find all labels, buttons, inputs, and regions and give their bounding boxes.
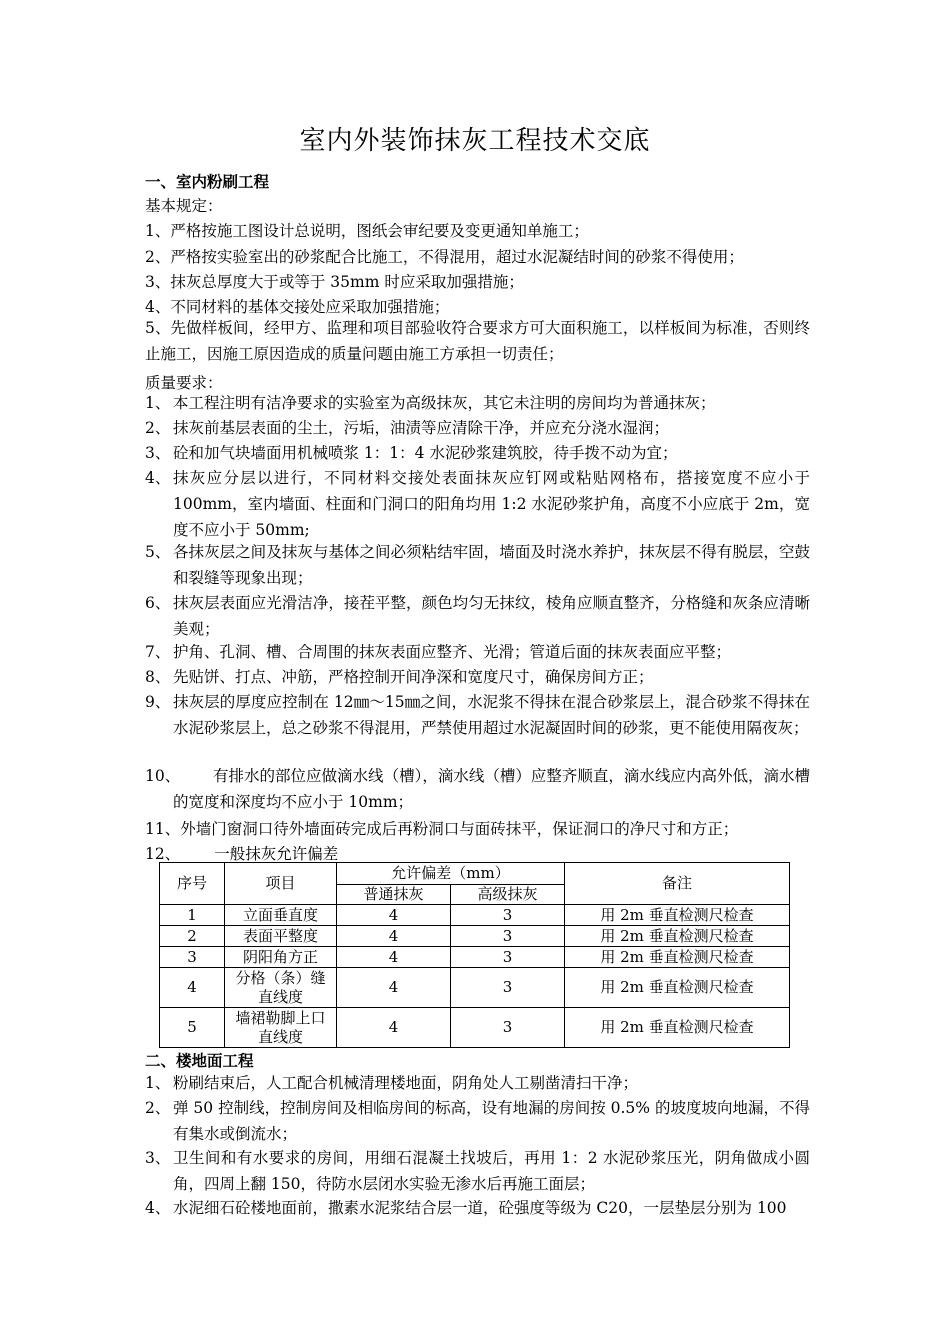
cell-item: 立面垂直度	[225, 905, 337, 926]
quality-item-number: 12、	[145, 845, 181, 863]
header-item: 项目	[225, 863, 337, 905]
floor-item-number: 4、	[145, 1199, 171, 1217]
quality-item-text: 抹灰层的厚度应控制在 12㎜～15㎜之间，水泥浆不得抹在混合砂浆层上，混合砂浆不得抹在水泥砂浆层上，总之砂浆不得混用，严禁使用超过水泥凝固时间的砂浆，更不能使用隔夜灰；	[173, 693, 810, 737]
quality-item-number: 9、	[145, 693, 171, 711]
floor-item-number: 1、	[145, 1074, 171, 1092]
cell-note: 用 2m 垂直检测尺检查	[565, 905, 790, 926]
floor-item-text: 卫生间和有水要求的房间，用细石混凝土找坡后，再用 1：2 水泥砂浆压光，阴角做成小圆角，四周上翻 150，待防水层闭水实验无渗水后再施工面层；	[173, 1149, 810, 1193]
quality-item-number: 5、	[145, 543, 171, 561]
table-row	[160, 905, 790, 926]
quality-item-number: 7、	[145, 643, 171, 661]
cell-no: 1	[160, 905, 225, 926]
quality-item	[145, 689, 810, 741]
header-no: 序号	[160, 863, 225, 905]
cell-normal: 4	[337, 1008, 451, 1048]
quality-item	[145, 639, 810, 665]
cell-high: 3	[451, 968, 565, 1008]
section1-heading: 一、室内粉刷工程	[145, 172, 270, 191]
quality-item-text: 护角、孔洞、槽、合周围的抹灰表面应整齐、光滑；管道后面的抹灰表面应平整；	[173, 643, 732, 661]
quality-item-number: 8、	[145, 668, 171, 686]
quality-item-text: 各抹灰层之间及抹灰与基体之间必须粘结牢固，墙面及时浇水养护，抹灰层不得有脱层，空鼓和裂缝等现象出现；	[173, 543, 810, 587]
table-row	[160, 947, 790, 968]
basic-rule-1: 1、严格按施工图设计总说明，图纸会审纪要及变更通知单施工；	[145, 222, 589, 240]
quality-item-text: 一般抹灰允许偏差	[214, 845, 339, 863]
quality-item	[145, 415, 810, 441]
quality-item-number: 2、	[145, 419, 171, 437]
floor-item-text: 粉刷结束后，人工配合机械清理楼地面，阴角处人工剔凿清扫干净；	[173, 1074, 639, 1092]
basic-rule-2: 2、严格按实验室出的砂浆配合比施工，不得混用，超过水泥凝结时间的砂浆不得使用；	[145, 248, 744, 266]
header-normal: 普通抹灰	[337, 885, 451, 905]
header-note: 备注	[565, 863, 790, 905]
cell-no: 3	[160, 947, 225, 968]
quality-item	[145, 590, 810, 642]
quality-item-number: 3、	[145, 444, 171, 462]
cell-high: 3	[451, 1008, 565, 1048]
document-title: 室内外装饰抹灰工程技术交底	[299, 126, 651, 156]
cell-item: 分格（条）缝直线度	[225, 968, 337, 1008]
cell-normal: 4	[337, 926, 451, 947]
floor-item	[145, 1145, 810, 1197]
quality-label: 质量要求：	[145, 374, 223, 392]
cell-note: 用 2m 垂直检测尺检查	[565, 968, 790, 1008]
floor-item	[145, 1070, 810, 1096]
floor-item	[145, 1095, 810, 1147]
basic-rule-3: 3、抹灰总厚度大于或等于 35mm 时应采取加强措施；	[145, 273, 524, 291]
quality-item-12	[145, 842, 338, 864]
quality-item-text: 本工程注明有洁净要求的实验室为高级抹灰，其它未注明的房间均为普通抹灰；	[173, 394, 716, 412]
table-row	[160, 926, 790, 947]
floor-item-number: 2、	[145, 1099, 171, 1117]
basic-rule-4: 4、不同材料的基体交接处应采取加强措施；	[145, 298, 450, 316]
cell-high: 3	[451, 947, 565, 968]
quality-item-text: 抹灰应分层以进行，不同材料交接处表面抹灰应钉网或粘贴网格布，搭接宽度不应小于 100mm，室内墙面、柱面和门洞口的阳角均用 1:2 水泥砂浆护角，高度不小应底于 2m，宽度不应小于 50mm;	[173, 469, 810, 539]
quality-item-number: 10、	[145, 767, 181, 785]
quality-item	[145, 390, 810, 416]
cell-note: 用 2m 垂直检测尺检查	[565, 947, 790, 968]
cell-item: 阴阳角方正	[225, 947, 337, 968]
cell-no: 4	[160, 968, 225, 1008]
cell-normal: 4	[337, 905, 451, 926]
floor-item-text: 水泥细石砼楼地面前，撒素水泥浆结合层一道，砼强度等级为 C20，一层垫层分别为 100	[173, 1199, 787, 1217]
floor-item-text: 弹 50 控制线，控制房间及相临房间的标高，设有地漏的房间按 0.5% 的坡度坡向地漏，不得有集水或倒流水；	[173, 1099, 810, 1143]
floor-item	[145, 1195, 810, 1221]
header-deviation: 允许偏差（mm）	[337, 863, 565, 885]
quality-item-number: 1、	[145, 394, 171, 412]
table-row	[160, 968, 790, 1008]
section2-heading: 二、楼地面工程	[145, 1051, 254, 1070]
cell-high: 3	[451, 926, 565, 947]
cell-note: 用 2m 垂直检测尺检查	[565, 926, 790, 947]
header-high: 高级抹灰	[451, 885, 565, 905]
cell-no: 2	[160, 926, 225, 947]
cell-normal: 4	[337, 968, 451, 1008]
cell-item: 表面平整度	[225, 926, 337, 947]
table-row	[160, 1008, 790, 1048]
cell-high: 3	[451, 905, 565, 926]
tolerance-table	[159, 862, 790, 1048]
table-header-row	[160, 863, 790, 885]
cell-item: 墙裙勒脚上口直线度	[225, 1008, 337, 1048]
quality-item-11: 11、外墙门窗洞口待外墙面砖完成后再粉洞口与面砖抹平，保证洞口的净尺寸和方正；	[145, 820, 739, 838]
quality-item	[145, 539, 810, 591]
quality-item-text: 抹灰层表面应光滑洁净，接茬平整，颜色均匀无抹纹，棱角应顺直整齐，分格缝和灰条应清晰美观；	[173, 594, 810, 638]
cell-note: 用 2m 垂直检测尺检查	[565, 1008, 790, 1048]
cell-no: 5	[160, 1008, 225, 1048]
cell-normal: 4	[337, 947, 451, 968]
quality-item	[145, 440, 810, 466]
quality-item-text: 抹灰前基层表面的尘土，污垢，油渍等应清除干净，并应充分浇水湿润；	[173, 419, 670, 437]
quality-item-number: 4、	[145, 469, 171, 487]
quality-item	[145, 465, 810, 543]
quality-item-number: 6、	[145, 594, 171, 612]
quality-item	[145, 763, 810, 815]
basic-rules-label: 基本规定：	[145, 197, 223, 215]
basic-rule-5: 5、先做样板间，经甲方、监理和项目部验收符合要求方可大面积施工，以样板间为标准，否则终止施工，因施工原因造成的质量问题由施工方承担一切责任；	[145, 319, 810, 363]
quality-item	[145, 664, 810, 690]
quality-item-text: 砼和加气块墙面用机械喷浆 1：1：4 水泥砂浆建筑胶，待手拨不动为宜；	[173, 444, 678, 462]
quality-item-text: 先贴饼、打点、冲筋，严格控制开间净深和宽度尺寸，确保房间方正；	[173, 668, 654, 686]
quality-item-text: 有排水的部位应做滴水线（槽），滴水线（槽）应整齐顺直，滴水线应内高外低，滴水槽的宽度和深度均不应小于 10mm；	[173, 767, 810, 811]
floor-item-number: 3、	[145, 1149, 171, 1167]
